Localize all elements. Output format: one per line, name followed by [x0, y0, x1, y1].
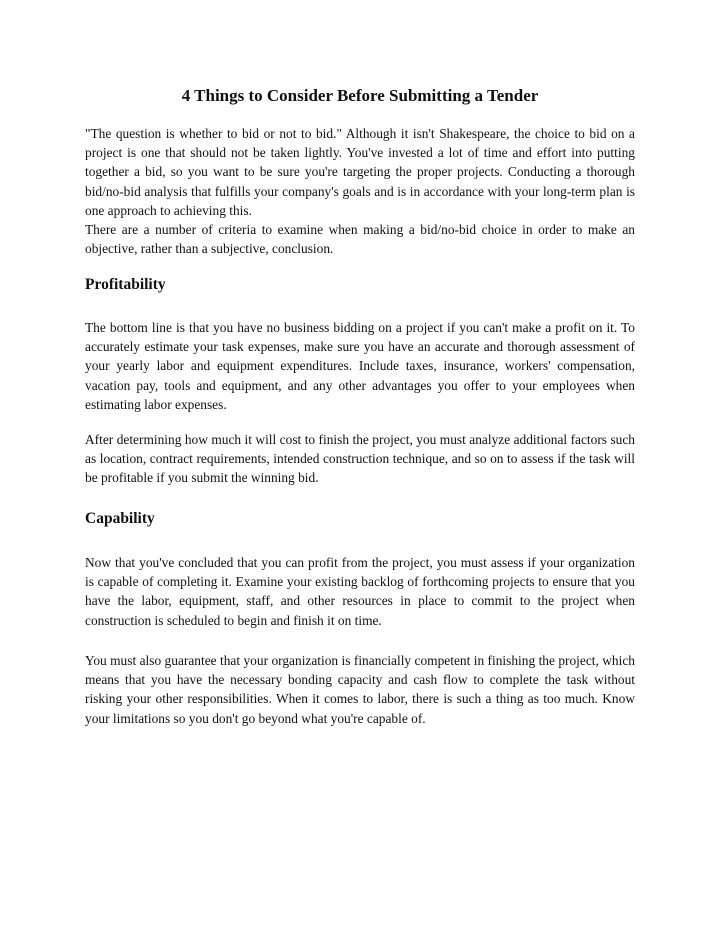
section-heading-capability: Capability [85, 510, 155, 527]
document-title: 4 Things to Consider Before Submitting a Tender [181, 86, 539, 105]
body-paragraph [85, 651, 635, 728]
intro-paragraph: "The question is whether to bid or not to bid." Although it isn't Shakespeare, the choice to bid on a project is one that should not be taken lightly. You've invested a lot of time and effort into putting together a bid, so you want to be sure you're targeting the proper projects. Conducting a thorough bid/no-bid analysis that fulfills your company's goals and is in accordance with your long-term plan is one approach to achieving this. [85, 126, 635, 218]
body-paragraph [85, 318, 635, 414]
paragraph-text: Now that you've concluded that you can profit from the project, you must assess if your organization is capable of completing it. Examine your existing backlog of forthcoming projects to ensure that you have the labor, equipment, staff, and other resources in place to commit to the project when construction is scheduled to begin and finish it on time. [85, 555, 635, 628]
section-heading-profitability: Profitability [85, 276, 166, 293]
body-paragraph [85, 553, 635, 630]
intro-section [85, 124, 635, 258]
intro-paragraph: There are a number of criteria to examine when making a bid/no-bid choice in order to make an objective, rather than a subjective, conclusion. [85, 222, 635, 257]
paragraph-text: You must also guarantee that your organization is financially competent in finishing the project, which means that you have the necessary bonding capacity and cash flow to complete the task without risking your other responsibilities. When it comes to labor, there is such a thing as too much. Know your limitations so you don't go beyond what you're capable of. [85, 653, 635, 726]
body-paragraph [85, 430, 635, 488]
paragraph-text: After determining how much it will cost to finish the project, you must analyze additional factors such as location, contract requirements, intended construction technique, and so on to assess if the task will be profitable if you submit the winning bid. [85, 432, 635, 486]
paragraph-text: The bottom line is that you have no business bidding on a project if you can't make a profit on it. To accurately estimate your task expenses, make sure you have an accurate and thorough assessment of your yearly labor and equipment expenditures. Include taxes, insurance, workers' compensation, vacation pay, tools and equipment, and any other advantages you offer to your employees when estimating labor expenses. [85, 320, 635, 412]
